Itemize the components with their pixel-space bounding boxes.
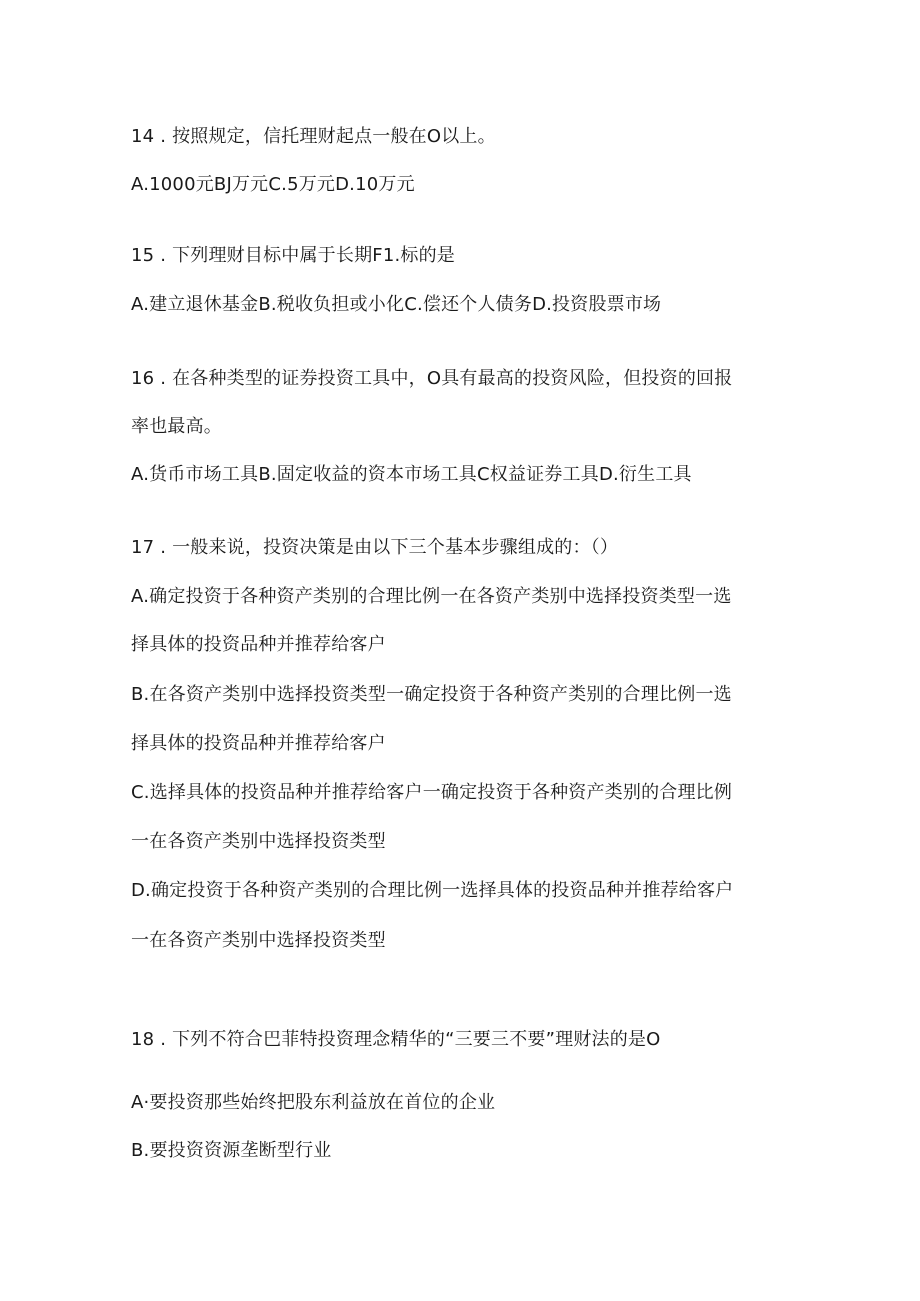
question-17-option-b-line-2: 择具体的投资品种并推荐给客户 (131, 733, 386, 754)
question-17-option-c-line-1: C.选择具体的投资品种并推荐给客户一确定投资于各种资产类别的合理比例 (131, 782, 733, 803)
question-16-text-line-2: 率也最高。 (131, 416, 222, 437)
question-17-option-a-line-1: A.确定投资于各种资产类别的合理比例一在各资产类别中选择投资类型一选 (131, 586, 732, 607)
question-17-option-c-line-2: 一在各资产类别中选择投资类型 (131, 831, 386, 852)
question-18-option-a: A·要投资那些始终把股东利益放在首位的企业 (131, 1092, 496, 1113)
question-15-options: A.建立退休基金B.税收负担或小化C.偿还个人债务D.投资股票市场 (131, 294, 662, 315)
question-14-options: A.1000元BJ万元C.5万元D.10万元 (131, 174, 415, 195)
question-15-text: 15 . 下列理财目标中属于长期F1.标的是 (131, 245, 455, 266)
question-18-option-b: B.要投资资源垄断型行业 (131, 1140, 332, 1161)
question-17-option-a-line-2: 择具体的投资品种并推荐给客户 (131, 634, 386, 655)
question-17-option-d-line-1: D.确定投资于各种资产类别的合理比例一选择具体的投资品种并推荐给客户 (131, 880, 734, 901)
question-16-options: A.货币市场工具B.固定收益的资本市场工具C权益证券工具D.衍生工具 (131, 464, 692, 485)
question-17-text: 17 . 一般来说，投资决策是由以下三个基本步骤组成的：（） (131, 537, 619, 558)
question-14-text: 14 . 按照规定，信托理财起点一般在O以上。 (131, 126, 496, 147)
question-17-option-b-line-1: B.在各资产类别中选择投资类型一确定投资于各种资产类别的合理比例一选 (131, 684, 732, 705)
question-18-text: 18 . 下列不符合巴菲特投资理念精华的“三要三不要”理财法的是O (131, 1029, 661, 1050)
question-16-text-line-1: 16 . 在各种类型的证券投资工具中，O具有最高的投资风险，但投资的回报 (131, 368, 733, 389)
question-17-option-d-line-2: 一在各资产类别中选择投资类型 (131, 930, 386, 951)
